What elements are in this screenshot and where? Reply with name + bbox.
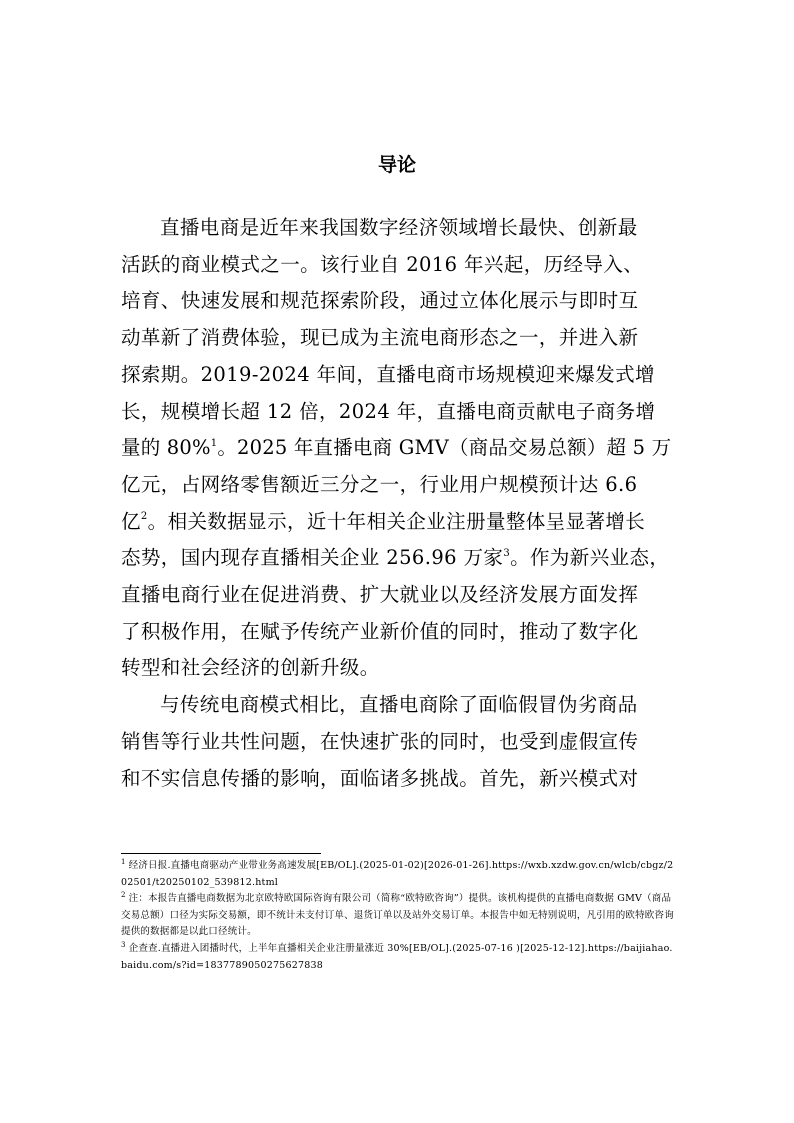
- text-line: 探索期。2019-2024 年间，直播电商市场规模迎来爆发式增: [121, 362, 655, 386]
- text-segment: 量的 80%: [121, 436, 211, 460]
- text-line: 转型和社会经济的创新升级。: [121, 656, 380, 680]
- footnote-1: [121, 858, 675, 891]
- footnote-mark: 3: [121, 940, 126, 949]
- text-line: 长，规模增长超 12 倍，2024 年，直播电商贡献电子商务增: [121, 399, 656, 423]
- text-line: 活跃的商业模式之一。该行业自 2016 年兴起，历经导入、: [121, 252, 644, 276]
- text-line: 销售等行业共性问题，在快速扩张的同时，也受到虚假宣传: [121, 729, 639, 753]
- footnote-mark: 2: [121, 891, 126, 900]
- footnote-ref-2[interactable]: 2: [140, 511, 148, 523]
- text-segment: 态势，国内现存直播相关企业 256.96 万家: [121, 546, 504, 570]
- text-line: 直播电商行业在促进消费、扩大就业以及经济发展方面发挥: [121, 583, 639, 607]
- text-line: [121, 504, 673, 541]
- text-segment: 。2025 年直播电商 GMV（商品交易总额）超 5 万: [217, 436, 672, 460]
- footnote-divider: [121, 853, 321, 854]
- footnote-text: 经济日报.直播电商驱动产业带业务高速发展[EB/OL].(2025-01-02)[2026-01-26].https://wxb.xzdw.gov.cn/wlcb/cbgz/202501/t20250102_539812.html: [121, 860, 674, 888]
- footnote-2: [121, 891, 675, 941]
- footnote-3: [121, 941, 675, 974]
- text-line: [121, 430, 673, 467]
- paragraph-2: [121, 687, 673, 797]
- text-segment: 。相关数据显示，近十年相关企业注册量整体呈显著增长: [147, 509, 646, 533]
- text-line: 了积极作用，在赋予传统产业新价值的同时，推动了数字化: [121, 619, 639, 643]
- footnote-text: 注：本报告直播电商数据为北京欧特欧国际咨询有限公司（简称“欧特欧咨询”）提供。该机构提供的直播电商数据 GMV（商品交易总额）口径为实际交易额，即不统计未支付订单、退货订单以及站外交易订单。本报告中如无特别说明，凡引用的欧特欧咨询提供的数据都是以此口径统计。: [121, 893, 674, 938]
- text-segment: 亿: [121, 509, 141, 533]
- footnotes: [121, 858, 675, 974]
- text-segment: 。作为新兴业态，: [510, 546, 670, 570]
- text-line: 亿元，占网络零售额近三分之一，行业用户规模预计达 6.6: [121, 472, 638, 496]
- paragraph-1: [121, 210, 673, 687]
- page-title: 导论: [377, 154, 416, 176]
- footnote-mark: 1: [121, 857, 126, 866]
- footnote-ref-1[interactable]: 1: [210, 437, 218, 449]
- text-line: 直播电商是近年来我国数字经济领域增长最快、创新最: [160, 216, 638, 239]
- text-line: 与传统电商模式相比，直播电商除了面临假冒伪劣商品: [160, 693, 638, 717]
- footnote-text: 企查查.直播进入团播时代，上半年直播相关企业注册量涨近 30%[EB/OL].(2025-07-16 )[2025-12-12].https://baijiahao.baidu.com/s?id=1837789050275627838: [121, 942, 673, 971]
- footnote-ref-3[interactable]: 3: [503, 547, 511, 559]
- text-line: 动革新了消费体验，现已成为主流电商形态之一，并进入新: [121, 326, 639, 350]
- body-text: [121, 210, 673, 797]
- text-line: 和不实信息传播的影响，面临诸多挑战。首先，新兴模式对: [121, 766, 639, 790]
- text-line: [121, 540, 673, 577]
- text-line: 培育、快速发展和规范探索阶段，通过立体化展示与即时互: [121, 289, 639, 313]
